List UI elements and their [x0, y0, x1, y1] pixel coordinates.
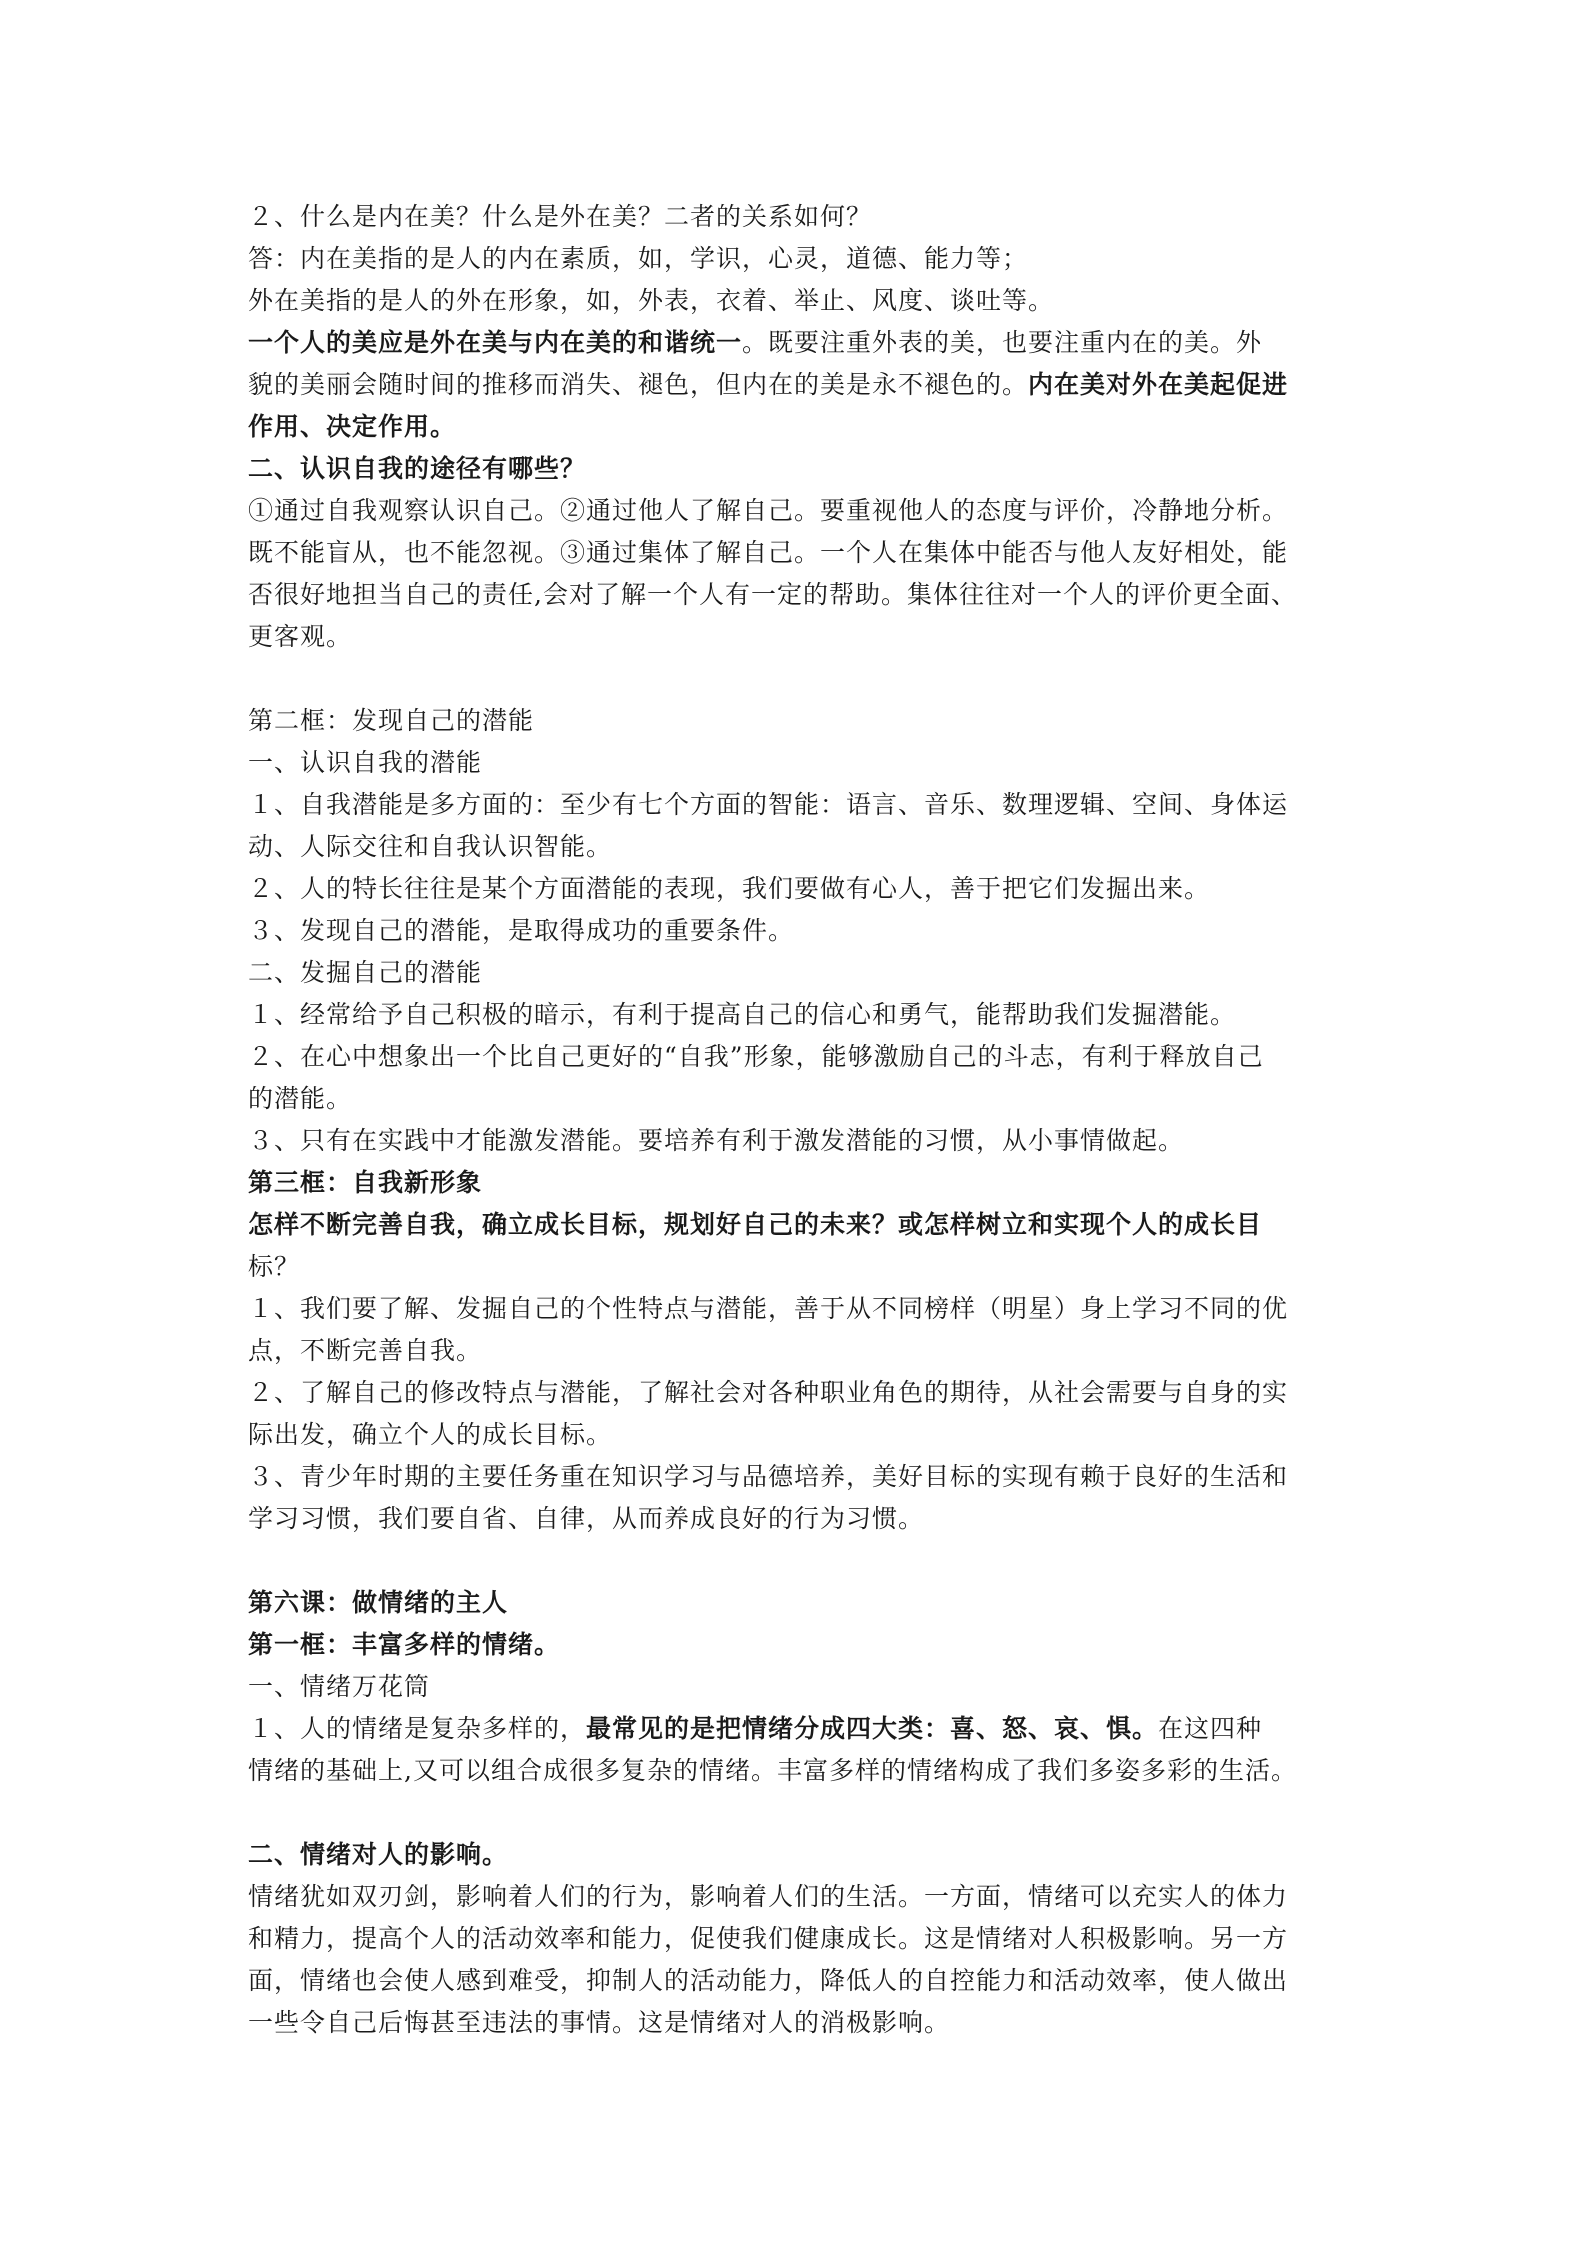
emotion-item-1-end: 在这四种	[1158, 1714, 1263, 1743]
blank-line	[248, 658, 1368, 700]
new-image-heading: 第三框：自我新形象	[248, 1168, 483, 1197]
beauty-relation-text-2: 貌的美丽会随时间的推移而消失、褪色，但内在的美是永不褪色的。	[248, 370, 1029, 399]
potential-item-1b: 动、人际交往和自我认识智能。	[248, 832, 613, 861]
potential-dig-1: １、经常给予自己积极的暗示，有利于提高自己的信心和勇气，能帮助我们发掘潜能。	[248, 1000, 1237, 1029]
new-image-answer-3b: 学习习惯，我们要自省、自律，从而养成良好的行为习惯。	[248, 1504, 925, 1533]
emotion-effect-4: 一些令自己后悔甚至违法的事情。这是情绪对人的消极影响。	[248, 2008, 951, 2037]
emotion-effect-2: 和精力，提高个人的活动效率和能力，促使我们健康成长。这是情绪对人积极影响。另一方	[248, 1924, 1289, 1953]
beauty-relation-bold-1: 一个人的美应是外在美与内在美的和谐统一	[248, 328, 743, 357]
potential-dig-3: ３、只有在实践中才能激发潜能。要培养有利于激发潜能的习惯，从小事情做起。	[248, 1126, 1185, 1155]
beauty-relation-line-1	[248, 322, 1368, 364]
new-image-answer-2a: ２、了解自己的修改特点与潜能，了解社会对各种职业角色的期待，从社会需要与自身的实	[248, 1378, 1289, 1407]
new-image-question-a: 怎样不断完善自我，确立成长目标，规划好自己的未来？或怎样树立和实现个人的成长目	[248, 1210, 1263, 1239]
self-knowledge-line-3: 否很好地担当自己的责任,会对了解一个人有一定的帮助。集体往往对一个人的评价更全面、	[248, 580, 1297, 609]
potential-item-2: ２、人的特长往往是某个方面潜能的表现，我们要做有心人，善于把它们发掘出来。	[248, 874, 1211, 903]
potential-sub-1: 一、认识自我的潜能	[248, 748, 483, 777]
beauty-question: ２、什么是内在美？什么是外在美？二者的关系如何？	[248, 202, 873, 231]
emotion-item-1-start: １、人的情绪是复杂多样的，	[248, 1714, 587, 1743]
emotion-item-1-line	[248, 1708, 1368, 1750]
beauty-relation-bold-3: 作用、决定作用。	[248, 412, 457, 441]
beauty-answer-inner: 答：内在美指的是人的内在素质，如，学识，心灵，道德、能力等；	[248, 244, 1029, 273]
new-image-answer-3a: ３、青少年时期的主要任务重在知识学习与品德培养，美好目标的实现有赖于良好的生活和	[248, 1462, 1289, 1491]
beauty-answer-outer: 外在美指的是人的外在形象，如，外表，衣着、举止、风度、谈吐等。	[248, 286, 1055, 315]
self-knowledge-line-1: ①通过自我观察认识自己。②通过他人了解自己。要重视他人的态度与评价，冷静地分析。	[248, 496, 1289, 525]
document-page	[248, 196, 1368, 2044]
potential-heading: 第二框：发现自己的潜能	[248, 706, 535, 735]
new-image-answer-1b: 点，不断完善自我。	[248, 1336, 483, 1365]
self-knowledge-line-4: 更客观。	[248, 622, 353, 651]
emotion-frame-title: 第一框：丰富多样的情绪。	[248, 1630, 561, 1659]
emotion-item-1b: 情绪的基础上,又可以组合成很多复杂的情绪。丰富多样的情绪构成了我们多姿多彩的生活。	[248, 1756, 1297, 1785]
blank-line	[248, 1540, 1368, 1582]
potential-item-1a: １、自我潜能是多方面的：至少有七个方面的智能：语言、音乐、数理逻辑、空间、身体运	[248, 790, 1289, 819]
new-image-question-b: 标？	[248, 1252, 301, 1281]
potential-dig-2b: 的潜能。	[248, 1084, 353, 1113]
self-knowledge-line-2: 既不能盲从，也不能忽视。③通过集体了解自己。一个人在集体中能否与他人友好相处，能	[248, 538, 1289, 567]
emotion-sub-1: 一、情绪万花筒	[248, 1672, 431, 1701]
beauty-relation-line-2	[248, 364, 1368, 406]
emotion-effect-3: 面，情绪也会使人感到难受，抑制人的活动能力，降低人的自控能力和活动效率，使人做出	[248, 1966, 1289, 1995]
emotion-item-1-bold: 最常见的是把情绪分成四大类：喜、怒、哀、惧。	[586, 1714, 1159, 1743]
beauty-relation-rest-1: 。既要注重外表的美，也要注重内在的美。外	[742, 328, 1263, 357]
blank-line	[248, 1792, 1368, 1834]
potential-item-3: ３、发现自己的潜能，是取得成功的重要条件。	[248, 916, 795, 945]
potential-dig-2a: ２、在心中想象出一个比自己更好的“自我”形象，能够激励自己的斗志，有利于释放自己	[248, 1042, 1264, 1071]
potential-sub-2: 二、发掘自己的潜能	[248, 958, 483, 987]
emotion-sub-2: 二、情绪对人的影响。	[248, 1840, 509, 1869]
new-image-answer-1a: １、我们要了解、发掘自己的个性特点与潜能，善于从不同榜样（明星）身上学习不同的优	[248, 1294, 1289, 1323]
beauty-relation-bold-2: 内在美对外在美起促进	[1028, 370, 1289, 399]
new-image-answer-2b: 际出发，确立个人的成长目标。	[248, 1420, 613, 1449]
self-knowledge-heading: 二、认识自我的途径有哪些？	[248, 454, 587, 483]
emotion-lesson-title: 第六课：做情绪的主人	[248, 1588, 509, 1617]
emotion-effect-1: 情绪犹如双刃剑，影响着人们的行为，影响着人们的生活。一方面，情绪可以充实人的体力	[248, 1882, 1289, 1911]
